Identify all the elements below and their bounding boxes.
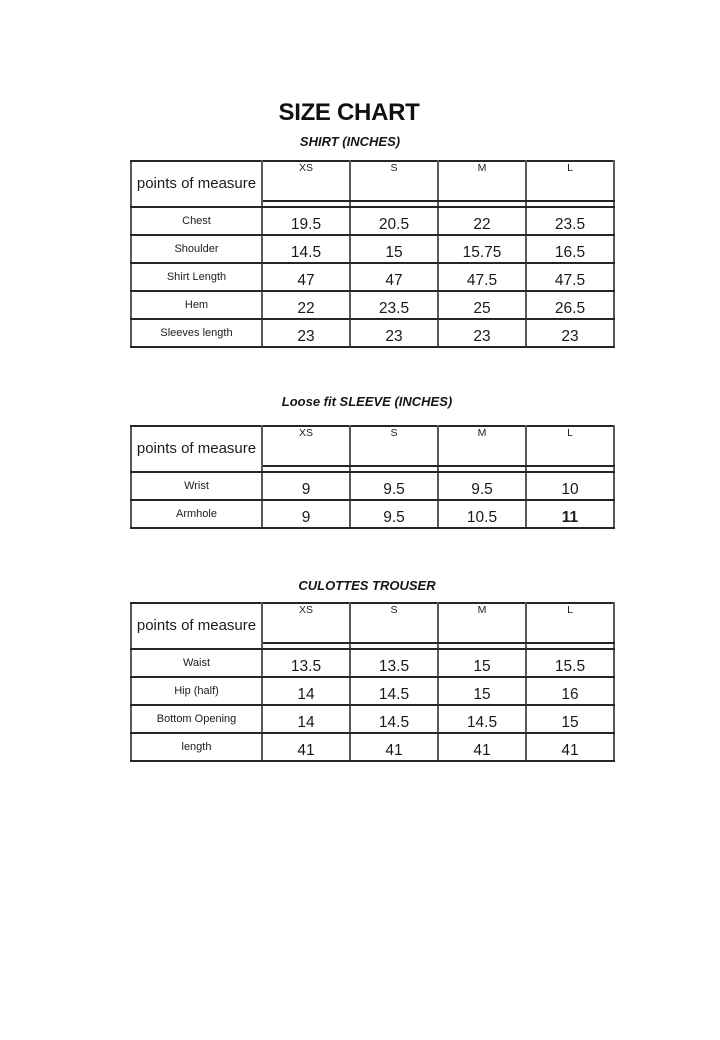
value-cell: 14.5: [350, 677, 438, 705]
value-cell: 13.5: [262, 649, 350, 677]
shirt-size-header-l: L: [526, 161, 614, 201]
value-cell: 41: [350, 733, 438, 761]
sleeve-size-header-xs: XS: [262, 426, 350, 466]
value-cell: 15: [526, 705, 614, 733]
value-cell: 10.5: [438, 500, 526, 528]
shirt-size-table: [130, 160, 615, 348]
row-label-cell: Waist: [131, 649, 262, 677]
row-label-cell: Hip (half): [131, 677, 262, 705]
trouser-size-header-l: L: [526, 603, 614, 643]
value-cell: 26.5: [526, 291, 614, 319]
row-label-cell: Shirt Length: [131, 263, 262, 291]
shirt-size-header-s: S: [350, 161, 438, 201]
shirt-table-subtitle: SHIRT (INCHES): [299, 134, 401, 149]
value-cell: 23: [262, 319, 350, 347]
value-cell: 47.5: [438, 263, 526, 291]
sleeve-size-header-l: L: [526, 426, 614, 466]
trouser-table-row: [131, 705, 614, 733]
shirt-size-header-xs: XS: [262, 161, 350, 201]
value-cell: 23: [350, 319, 438, 347]
shirt-table-row: [131, 291, 614, 319]
value-cell: 16: [526, 677, 614, 705]
trouser-size-header-m: M: [438, 603, 526, 643]
value-cell: 14: [262, 677, 350, 705]
value-cell: 14.5: [438, 705, 526, 733]
value-cell: 47.5: [526, 263, 614, 291]
sleeve-size-header-s: S: [350, 426, 438, 466]
value-cell: 10: [526, 472, 614, 500]
sleeve-corner-header-cell: points of measure: [131, 426, 262, 472]
value-cell: 23.5: [526, 207, 614, 235]
value-cell: 23.5: [350, 291, 438, 319]
row-label-cell: Bottom Opening: [131, 705, 262, 733]
value-cell: 9.5: [350, 500, 438, 528]
sleeve-table-row: [131, 500, 614, 528]
trouser-size-table: [130, 602, 615, 762]
value-cell: 14.5: [350, 705, 438, 733]
value-cell: 15.5: [526, 649, 614, 677]
trouser-table-row: [131, 677, 614, 705]
value-cell: 41: [438, 733, 526, 761]
value-cell: 15: [438, 677, 526, 705]
value-cell: 23: [526, 319, 614, 347]
trouser-size-header-s: S: [350, 603, 438, 643]
sleeve-size-table: [130, 425, 615, 529]
value-cell: 47: [262, 263, 350, 291]
shirt-table-row: [131, 235, 614, 263]
value-cell: 9: [262, 500, 350, 528]
trouser-size-header-xs: XS: [262, 603, 350, 643]
value-cell: 16.5: [526, 235, 614, 263]
row-label-cell: Armhole: [131, 500, 262, 528]
value-cell: 14: [262, 705, 350, 733]
value-cell: 19.5: [262, 207, 350, 235]
row-label-cell: Shoulder: [131, 235, 262, 263]
shirt-corner-header-cell: points of measure: [131, 161, 262, 207]
page-title: SIZE CHART: [278, 99, 420, 126]
value-cell: 11: [526, 500, 614, 528]
value-cell: 22: [438, 207, 526, 235]
row-label-cell: Hem: [131, 291, 262, 319]
value-cell: 15: [438, 649, 526, 677]
value-cell: 47: [350, 263, 438, 291]
trouser-corner-header-cell: points of measure: [131, 603, 262, 649]
value-cell: 25: [438, 291, 526, 319]
value-cell: 20.5: [350, 207, 438, 235]
value-cell: 15.75: [438, 235, 526, 263]
shirt-table-row: [131, 319, 614, 347]
value-cell: 9: [262, 472, 350, 500]
trouser-table-row: [131, 649, 614, 677]
shirt-size-header-m: M: [438, 161, 526, 201]
value-cell: 14.5: [262, 235, 350, 263]
value-cell: 23: [438, 319, 526, 347]
row-label-cell: Sleeves length: [131, 319, 262, 347]
value-cell: 9.5: [350, 472, 438, 500]
value-cell: 9.5: [438, 472, 526, 500]
trouser-table-row: [131, 733, 614, 761]
row-label-cell: length: [131, 733, 262, 761]
value-cell: 41: [262, 733, 350, 761]
sleeve-table-subtitle: Loose fit SLEEVE (INCHES): [281, 394, 453, 409]
trouser-table-subtitle: CULOTTES TROUSER: [298, 578, 436, 593]
shirt-table-row: [131, 207, 614, 235]
sleeve-table-row: [131, 472, 614, 500]
value-cell: 13.5: [350, 649, 438, 677]
value-cell: 15: [350, 235, 438, 263]
shirt-table-row: [131, 263, 614, 291]
value-cell: 41: [526, 733, 614, 761]
value-cell: 22: [262, 291, 350, 319]
row-label-cell: Wrist: [131, 472, 262, 500]
sleeve-size-header-m: M: [438, 426, 526, 466]
row-label-cell: Chest: [131, 207, 262, 235]
